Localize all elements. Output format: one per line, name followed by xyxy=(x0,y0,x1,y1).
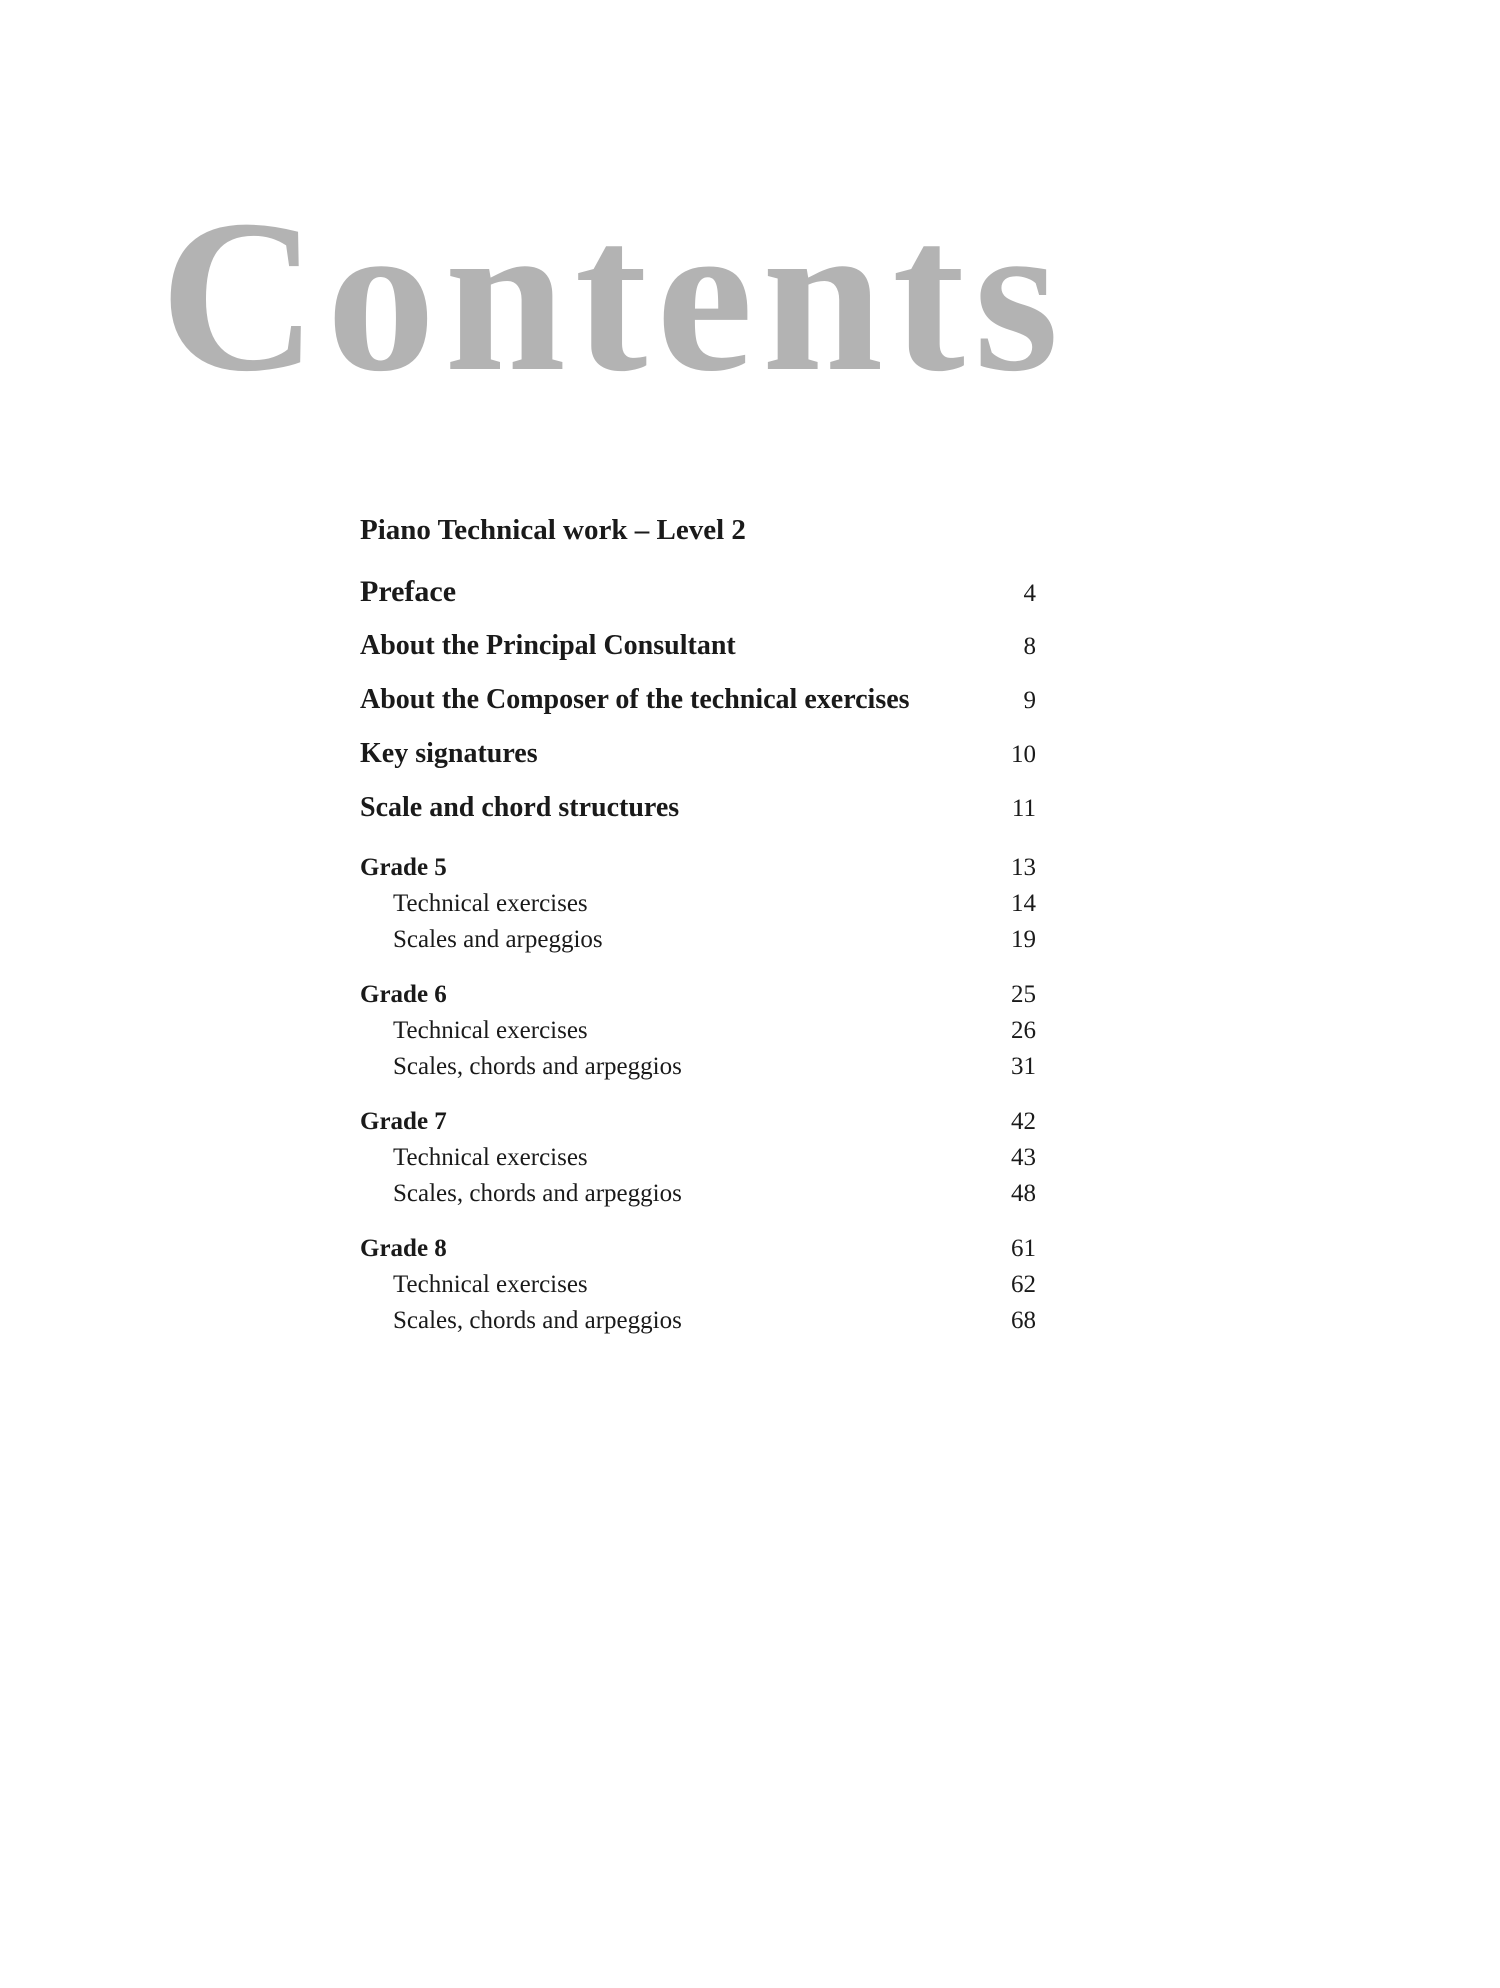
toc-entry-page: 48 xyxy=(1011,1180,1036,1207)
toc-entry-grade[interactable] xyxy=(360,1230,1036,1267)
toc-subentry-label: Scales, chords and arpeggios xyxy=(393,1180,682,1207)
toc-entry-page: 61 xyxy=(1011,1235,1036,1262)
grade-group-7 xyxy=(360,1103,1036,1212)
grade-label: Grade 7 xyxy=(360,1108,447,1135)
toc-entry-grade[interactable] xyxy=(360,1103,1036,1140)
toc-subentry-label: Scales, chords and arpeggios xyxy=(393,1307,682,1334)
toc-entry-label: Key signatures xyxy=(360,738,538,769)
toc-subentry-label: Scales and arpeggios xyxy=(393,926,603,953)
toc-subentry-label: Technical exercises xyxy=(393,890,588,917)
toc-entry-page: 25 xyxy=(1011,981,1036,1008)
toc-entry-page: 42 xyxy=(1011,1108,1036,1135)
toc-subentry[interactable] xyxy=(360,1176,1036,1212)
toc-subentry[interactable] xyxy=(360,1303,1036,1339)
toc-subentry[interactable] xyxy=(360,1140,1036,1176)
toc-entry-page: 4 xyxy=(1023,580,1036,607)
toc-entry-scale-chord-structures[interactable] xyxy=(360,781,1036,835)
toc-entry-label: Preface xyxy=(360,575,457,608)
toc-subentry-label: Scales, chords and arpeggios xyxy=(393,1053,682,1080)
toc-entry-key-signatures[interactable] xyxy=(360,727,1036,781)
toc-entry-page: 14 xyxy=(1011,890,1036,917)
toc-entry-composer[interactable] xyxy=(360,673,1036,727)
toc-entry-page: 11 xyxy=(1011,795,1036,822)
toc-subentry-label: Technical exercises xyxy=(393,1144,588,1171)
toc-entry-page: 13 xyxy=(1011,854,1036,881)
grade-label: Grade 6 xyxy=(360,981,447,1008)
grade-group-6 xyxy=(360,976,1036,1085)
toc-subentry[interactable] xyxy=(360,1049,1036,1085)
toc-entry-label: About the Principal Consultant xyxy=(360,630,736,661)
grade-group-5 xyxy=(360,849,1036,958)
toc-subentry[interactable] xyxy=(360,886,1036,922)
toc-entry-preface[interactable] xyxy=(360,569,1036,615)
toc-entry-grade[interactable] xyxy=(360,849,1036,886)
toc-subentry[interactable] xyxy=(360,1013,1036,1049)
toc-entry-page: 26 xyxy=(1011,1017,1036,1044)
toc-subentry-label: Technical exercises xyxy=(393,1017,588,1044)
toc-entry-page: 62 xyxy=(1011,1271,1036,1298)
toc-entry-page: 43 xyxy=(1011,1144,1036,1171)
toc-heading: Piano Technical work – Level 2 xyxy=(360,514,746,546)
toc-entry-label: About the Composer of the technical exercises xyxy=(360,684,910,715)
grade-group-8 xyxy=(360,1230,1036,1339)
grade-label: Grade 8 xyxy=(360,1235,447,1262)
toc-entry-page: 68 xyxy=(1011,1307,1036,1334)
toc-entry-principal-consultant[interactable] xyxy=(360,619,1036,673)
toc-subentry[interactable] xyxy=(360,922,1036,958)
toc-entry-page: 31 xyxy=(1011,1053,1036,1080)
toc-entry-page: 19 xyxy=(1011,926,1036,953)
page-title: Contents xyxy=(160,176,1068,417)
toc-entry-page: 10 xyxy=(1011,741,1036,768)
toc-subentry-label: Technical exercises xyxy=(393,1271,588,1298)
toc-entry-grade[interactable] xyxy=(360,976,1036,1013)
toc-entry-page: 8 xyxy=(1023,633,1036,660)
table-of-contents xyxy=(360,505,1036,1339)
toc-entry-label: Scale and chord structures xyxy=(360,792,680,823)
toc-entry-page: 9 xyxy=(1023,687,1036,714)
toc-subentry[interactable] xyxy=(360,1267,1036,1303)
grade-label: Grade 5 xyxy=(360,854,447,881)
